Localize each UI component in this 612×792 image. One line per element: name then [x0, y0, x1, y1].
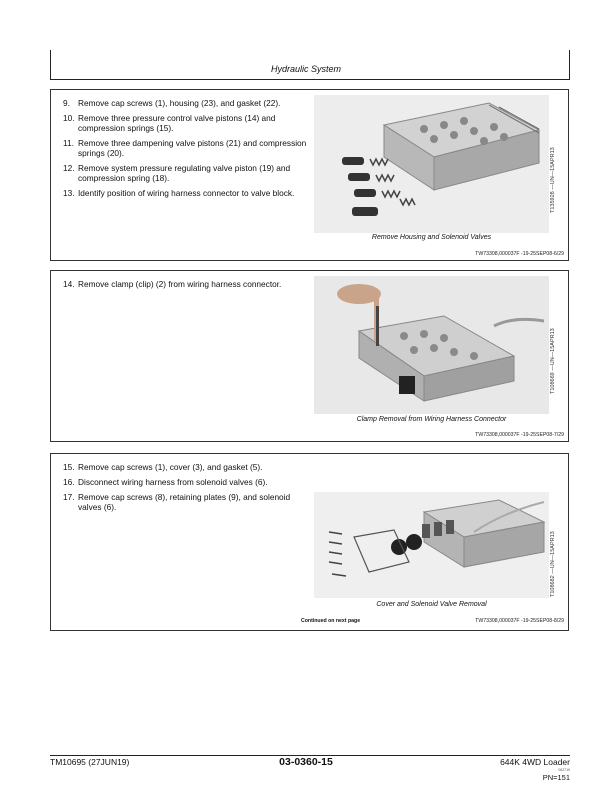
header-frame-bottom [50, 79, 570, 80]
procedure-section-2 [50, 270, 569, 442]
procedure-section-1 [50, 89, 569, 261]
photo-clamp-removal [314, 276, 549, 414]
reference-code: TW73308,000037F -19-25SEP08-8/29 [475, 618, 564, 624]
step-item: 9. Remove cap screws (1), housing (23), and gasket (22). [63, 98, 281, 108]
procedure-section-3 [50, 453, 569, 631]
reference-code: TW73308,000037F -19-25SEP08-7/29 [475, 432, 564, 438]
step-item: 13. Identify position of wiring harness connector to valve block. [63, 188, 295, 198]
continued-note: Continued on next page [301, 618, 361, 624]
figure-caption: Remove Housing and Solenoid Valves [371, 234, 492, 241]
step-item: 14. Remove clamp (clip) (2) from wiring harness connector. [63, 279, 282, 289]
footer-manual-id: TM10695 (27JUN19) [50, 757, 130, 767]
figure-caption: Cover and Solenoid Valve Removal [376, 601, 487, 608]
image-code: T108669 —UN—15APR13 [550, 328, 556, 394]
step-item: 12. Remove system pressure regulating valve piston (19) and compression spring (18). [63, 163, 291, 183]
step-item: 10. Remove three pressure control valve pistons (14) and compression springs (15). [63, 113, 276, 133]
step-item: 15. Remove cap screws (1), cover (3), and gasket (5). [63, 462, 263, 472]
step-list [63, 279, 311, 294]
figure-caption: Clamp Removal from Wiring Harness Connector [356, 416, 507, 423]
footer-model: 644K 4WD Loader [500, 757, 570, 767]
step-item: 17. Remove cap screws (8), retaining plates (9), and solenoid valves (6). [63, 492, 291, 512]
footer-date-code: 062719 [558, 768, 570, 772]
step-item: 11. Remove three dampening valve pistons (21) and compression springs (20). [63, 138, 307, 158]
step-list [63, 98, 311, 203]
image-code: T108682 —UN—15APR13 [550, 531, 556, 597]
footer-page-number: 03-0360-15 [279, 756, 333, 768]
reference-code: TW73308,000037F -19-25SEP08-6/29 [475, 251, 564, 257]
photo-housing-solenoid-valves [314, 95, 549, 233]
footer-pn: PN=151 [542, 773, 570, 782]
page-header-title: Hydraulic System [270, 64, 342, 74]
step-list [63, 462, 311, 517]
image-code: T135928 —UN—15APR13 [550, 147, 556, 213]
photo-cover-solenoid-valve [314, 492, 549, 598]
step-item: 16. Disconnect wiring harness from solenoid valves (6). [63, 477, 268, 487]
